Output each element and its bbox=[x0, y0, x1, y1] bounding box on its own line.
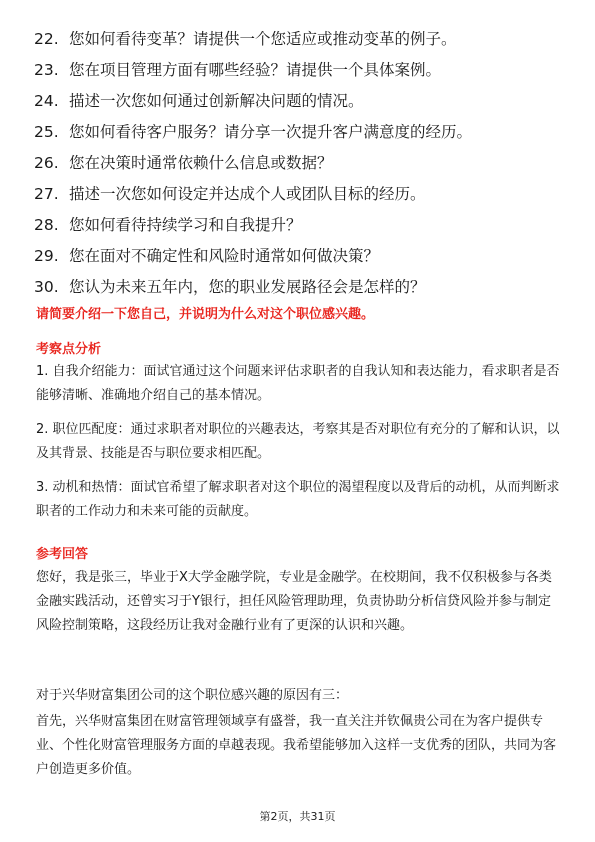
question-text: 您在项目管理方面有哪些经验？请提供一个具体案例。 bbox=[68, 61, 441, 79]
question-number: 30. bbox=[34, 278, 59, 296]
question-number: 23. bbox=[34, 61, 59, 79]
question-item bbox=[34, 117, 574, 148]
question-item bbox=[34, 241, 574, 272]
analysis-point: 3. 动机和热情：面试官希望了解求职者对这个职位的渴望程度以及背后的动机，从而判断求职者的工作动力和未来可能的贡献度。 bbox=[36, 480, 560, 519]
question-title: 请简要介绍一下您自己，并说明为什么对这个职位感兴趣。 bbox=[36, 307, 375, 322]
question-item bbox=[34, 210, 574, 241]
question-item bbox=[34, 272, 574, 303]
question-text: 您如何看待客户服务？请分享一次提升客户满意度的经历。 bbox=[68, 123, 472, 141]
question-item bbox=[34, 24, 574, 55]
question-number: 25. bbox=[34, 123, 59, 141]
analysis-point: 2. 职位匹配度：通过求职者对职位的兴趣表达，考察其是否对职位有充分的了解和认识，以及其背景、技能是否与职位要求相匹配。 bbox=[36, 422, 560, 461]
answer-paragraph: 对于兴华财富集团公司的这个职位感兴趣的原因有三： bbox=[36, 688, 349, 703]
question-text: 您在面对不确定性和风险时通常如何做决策？ bbox=[68, 247, 379, 265]
question-number: 28. bbox=[34, 216, 59, 234]
question-number: 27. bbox=[34, 185, 59, 203]
question-text: 您如何看待变革？请提供一个您适应或推动变革的例子。 bbox=[68, 30, 457, 48]
answer-paragraph: 首先，兴华财富集团在财富管理领域享有盛誉，我一直关注并钦佩贵公司在为客户提供专业、个性化财富管理服务方面的卓越表现。我希望能够加入这样一支优秀的团队，共同为客户创造更多价值。 bbox=[36, 714, 557, 777]
question-text: 描述一次您如何设定并达成个人或团队目标的经历。 bbox=[68, 185, 426, 203]
question-item bbox=[34, 55, 574, 86]
question-number: 22. bbox=[34, 30, 59, 48]
question-number: 26. bbox=[34, 154, 59, 172]
question-text: 描述一次您如何通过创新解决问题的情况。 bbox=[68, 92, 364, 110]
question-item bbox=[34, 179, 574, 210]
question-text: 您在决策时通常依赖什么信息或数据？ bbox=[68, 154, 333, 172]
page-footer: 第2页，共31页 bbox=[259, 810, 336, 823]
analysis-point: 1. 自我介绍能力：面试官通过这个问题来评估求职者的自我认知和表达能力，看求职者是否能够清晰、准确地介绍自己的基本情况。 bbox=[36, 364, 560, 403]
answer-heading: 参考回答 bbox=[36, 547, 89, 562]
question-list bbox=[34, 24, 574, 303]
analysis-heading: 考察点分析 bbox=[36, 342, 102, 357]
question-item bbox=[34, 148, 574, 179]
question-number: 24. bbox=[34, 92, 59, 110]
question-number: 29. bbox=[34, 247, 59, 265]
question-item bbox=[34, 86, 574, 117]
question-text: 您认为未来五年内，您的职业发展路径会是怎样的？ bbox=[68, 278, 426, 296]
answer-paragraph: 您好，我是张三，毕业于X大学金融学院，专业是金融学。在校期间，我不仅积极参与各类金融实践活动，还曾实习于Y银行，担任风险管理助理，负责协助分析信贷风险并参与制定风险控制策略，这段经历让我对金融行业有了更深的认识和兴趣。 bbox=[36, 570, 552, 633]
question-text: 您如何看待持续学习和自我提升？ bbox=[68, 216, 302, 234]
